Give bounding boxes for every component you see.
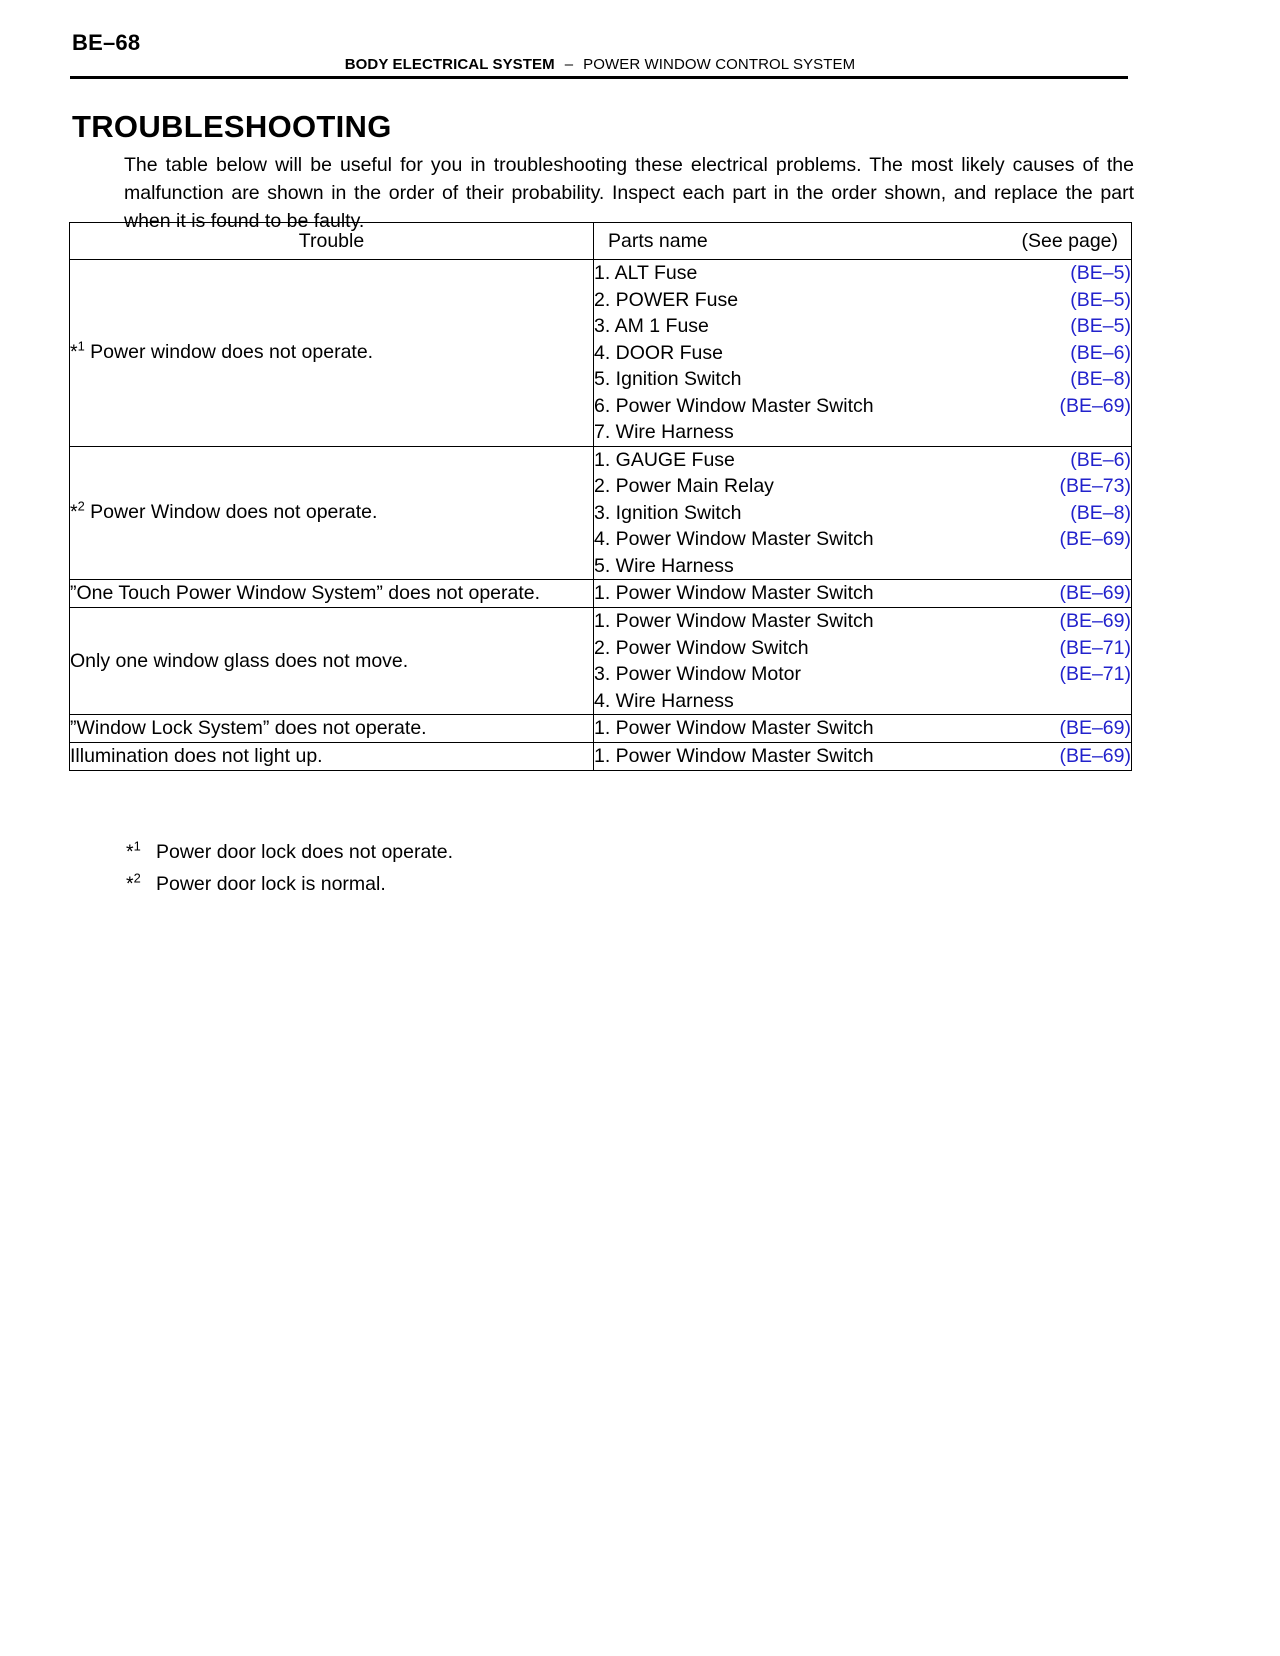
trouble-text: Only one window glass does not move. [70,649,409,672]
page-number: BE–68 [72,30,141,55]
part-name: 1. Power Window Master Switch [594,610,874,632]
parts-cell [594,446,1132,580]
parts-cell [594,608,1132,715]
parts-line [594,393,1131,420]
header-subsystem-name: POWER WINDOW CONTROL SYSTEM [583,56,856,73]
part-name: 1. Power Window Master Switch [594,582,874,605]
column-header-parts-name: Parts name [608,229,708,252]
page-reference-link[interactable]: (BE–73) [1059,475,1131,497]
part-name: 1. GAUGE Fuse [594,448,735,471]
trouble-cell [70,446,594,580]
trouble-text: Illumination does not light up. [70,745,323,767]
parts-line [594,260,1131,287]
table-header-row [70,223,1132,260]
trouble-text: Power window does not operate. [90,341,374,364]
trouble-text: ”One Touch Power Window System” does not operate. [70,582,541,604]
table-body [70,260,1132,771]
page-reference-link[interactable]: (BE–69) [1059,394,1131,417]
part-name: 5. Wire Harness [594,554,734,577]
footnote-marker [126,868,156,900]
parts-line [594,608,1131,635]
parts-line [594,715,1131,742]
part-name: 4. Wire Harness [594,689,734,712]
footnote-line [126,836,453,868]
parts-line [594,580,1131,607]
footnote-text: Power door lock is normal. [156,873,386,895]
page-reference-link[interactable]: (BE–8) [1070,368,1131,390]
parts-line [594,688,1131,715]
parts-line [594,743,1131,770]
table-row [70,715,1132,743]
parts-line [594,366,1131,393]
trouble-cell [70,715,594,743]
table-row [70,260,1132,447]
footnote-marker [126,836,156,868]
header-divider [70,76,1128,79]
footnote-marker-number: 1 [77,338,85,354]
page-reference-link[interactable]: (BE–6) [1070,448,1131,471]
part-name: 6. Power Window Master Switch [594,394,874,417]
page-title: TROUBLESHOOTING [72,108,392,144]
trouble-text: ”Window Lock System” does not operate. [70,717,427,739]
part-name: 2. Power Main Relay [594,475,774,497]
parts-line [594,526,1131,553]
parts-line [594,287,1131,314]
page-reference-link[interactable]: (BE–5) [1070,288,1131,311]
footnote-star: * [126,841,134,863]
header-separator: – [564,56,574,73]
parts-cell [594,715,1132,743]
footnote-star: * [126,873,134,895]
part-name: 2. Power Window Switch [594,636,809,659]
table-row [70,446,1132,580]
troubleshooting-table [69,222,1132,771]
page-reference-link[interactable]: (BE–8) [1070,501,1131,524]
table-row [70,580,1132,608]
table-row [70,608,1132,715]
part-name: 3. AM 1 Fuse [594,315,709,337]
footnote-marker: * [70,341,78,364]
column-header-parts [594,223,1132,260]
part-name: 3. Power Window Motor [594,663,801,685]
footnote-line [126,868,453,900]
footnote-text: Power door lock does not operate. [156,841,454,863]
page-reference-link[interactable]: (BE–69) [1059,717,1131,740]
trouble-text: Power Window does not operate. [90,501,378,524]
parts-line [594,419,1131,446]
page-reference-link[interactable]: (BE–69) [1059,528,1131,550]
footnote-marker-number: 2 [77,498,85,514]
intro-paragraph: The table below will be useful for you in troubleshooting these electrical problems. The most likely causes of the malfunction are shown in the order of their probability. Inspect each part in the order shown, and replace the part when it is found to be faulty. [124,153,1134,232]
page-reference-link[interactable]: (BE–69) [1059,745,1131,768]
page-reference-link[interactable]: (BE–69) [1059,582,1131,605]
trouble-cell [70,580,594,608]
footnote-number: 2 [133,870,141,886]
page-reference-link[interactable]: (BE–71) [1059,663,1131,685]
part-name: 1. Power Window Master Switch [594,717,874,740]
parts-line [594,340,1131,367]
part-name: 4. DOOR Fuse [594,341,723,364]
footnote-number: 1 [133,838,141,854]
parts-cell [594,260,1132,447]
page-reference-link[interactable]: (BE–71) [1059,636,1131,659]
part-name: 1. Power Window Master Switch [594,745,874,768]
footnotes-block [126,836,453,900]
parts-line [594,635,1131,662]
footnote-marker: * [70,501,78,524]
part-name: 2. POWER Fuse [594,288,739,311]
part-name: 1. ALT Fuse [594,262,698,284]
column-header-trouble: Trouble [70,223,594,260]
trouble-cell [70,743,594,771]
table-row [70,743,1132,771]
page-reference-link[interactable]: (BE–6) [1070,341,1131,364]
page-reference-link[interactable]: (BE–5) [1070,315,1131,337]
page-header [72,56,1128,73]
parts-line [594,661,1131,688]
part-name: 4. Power Window Master Switch [594,528,874,550]
parts-line [594,447,1131,474]
page-reference-link[interactable]: (BE–69) [1059,610,1131,632]
parts-cell [594,580,1132,608]
part-name: 3. Ignition Switch [594,501,742,524]
parts-line [594,553,1131,580]
trouble-cell [70,260,594,447]
column-header-see-page: (See page) [1021,229,1118,252]
parts-line [594,313,1131,340]
parts-line [594,473,1131,500]
part-name: 7. Wire Harness [594,421,734,443]
trouble-cell [70,608,594,715]
part-name: 5. Ignition Switch [594,368,742,390]
page-reference-link[interactable]: (BE–5) [1070,262,1131,284]
header-system-name: BODY ELECTRICAL SYSTEM [344,56,555,73]
parts-line [594,500,1131,527]
parts-cell [594,743,1132,771]
